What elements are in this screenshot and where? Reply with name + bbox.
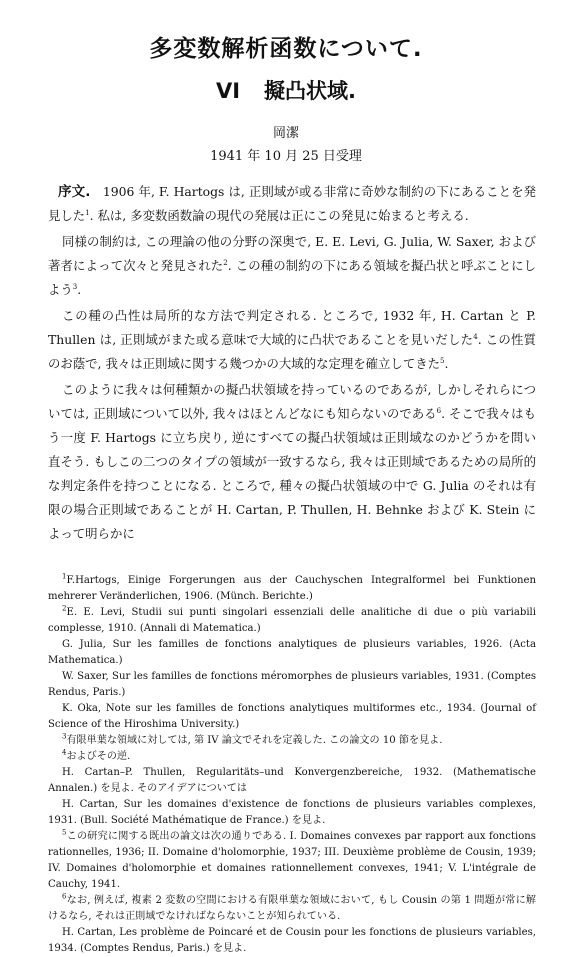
- subtitle-text: 擬凸状域.: [264, 79, 357, 103]
- footnote-mark: 3: [62, 732, 67, 741]
- footnote: [48, 637, 536, 669]
- body-text-run: この種の凸性は局所的な方法で判定される. ところで, 1932 年, H. Cartan と P. Thullen は, 正則域がまた或る意味で大域的に凸状であることを見いだした: [48, 308, 536, 347]
- body-text: [48, 180, 536, 548]
- section-heading: 序文.: [58, 184, 91, 200]
- body-text-run: . この性質のお蔭で, 我々は正則域に関する幾つかの大域的な定理を確立してきた: [48, 332, 536, 371]
- footnote: [48, 701, 536, 733]
- body-text-run: .: [444, 356, 449, 371]
- footnote-ref: 6: [436, 406, 442, 415]
- footnote-ref: 3: [72, 282, 78, 291]
- footnote-text: H. Cartan, Sur les domaines d'existence de fonctions de plusieurs variables complexes, 1931. (Bull. Société Mathématique de France.) を見よ.: [48, 799, 536, 826]
- footnote-text: K. Oka, Note sur les familles de fonctions analytiques multiformes etc., 1934. (Journal of Science of the Hiroshima University.): [48, 703, 536, 730]
- footnote-text: G. Julia, Sur les familles de fonctions analytiques de plusieurs variables, 1926. (Acta Mathematica.): [48, 639, 536, 666]
- footnote-text: F.Hartogs, Einige Forgerungen aus der Cauchyschen Integralformel bei Funktionen mehrerer Veränderlichen, 1906. (Münch. Berichte.): [48, 575, 536, 602]
- author-name: 岡潔: [272, 126, 299, 141]
- footnote-mark: 1: [62, 572, 67, 581]
- received-date: 1941 年 10 月 25 日受理: [210, 149, 362, 164]
- footnote-text: W. Saxer, Sur les familles de fonctions méromorphes de plusieurs variables, 1931. (Comptes Rendus, Paris.): [48, 671, 536, 698]
- body-text-run: . この種の制約の下にある領域を擬凸状と呼ぶことにしよう: [48, 258, 537, 297]
- footnote-mark: 6: [62, 892, 67, 901]
- footnote-text: E. E. Levi, Studii sui punti singolari essenziali delle analitiche di due o più variabili complesse, 1910. (Annali di Matematica.): [48, 607, 536, 634]
- footnote: [48, 925, 536, 957]
- footnotes: [48, 573, 536, 957]
- paper-subtitle: [0, 75, 572, 105]
- body-text-run: . 私は, 多変数函数論の現代の発展は正にこの発見に始まると考える.: [89, 208, 469, 223]
- footnote-ref: 1: [85, 208, 90, 217]
- paper-title: 多変数解析函数について.: [149, 36, 423, 62]
- footnote: [48, 829, 536, 893]
- footnote-ref: 4: [473, 332, 478, 341]
- footnote-text: この研究に関する既出の論文は次の通りである. I. Domaines convexes par rapport aux fonctions rationnelles, 1936; II. Domaine d'holomorphie, 1937; III. Deuxième problème de Cousin, 1939; IV. Domaines d'holomorphie et domaines rationnellement convexes, 1941; V. L'intégrale de Cauchy, 1941.: [48, 831, 536, 890]
- body-paragraph: [48, 378, 536, 546]
- body-paragraph: [48, 304, 536, 376]
- footnote: [48, 733, 536, 749]
- footnote: [48, 669, 536, 701]
- footnote: [48, 605, 536, 637]
- footnote: [48, 765, 536, 797]
- footnote-mark: 4: [62, 748, 67, 757]
- footnote-text: 有限単葉な領域に対しては, 第 IV 論文でそれを定義した. この論文の 10 節を見よ.: [66, 735, 443, 746]
- footnote-ref: 5: [440, 356, 445, 365]
- footnote-text: H. Cartan, Les problème de Poincaré et de Cousin pour les fonctions de plusieurs variables, 1934. (Comptes Rendus, Paris.) を見よ.: [48, 927, 536, 954]
- body-text-run: . そこで我々はもう一度 F. Hartogs に立ち戻り, 逆にすべての擬凸状領域は正則域なのかどうかを問い直そう. もしこの二つのタイプの領域が一致するなら, 我々は正則域であるための局所的な判定条件を持つことになる. ところで, 種々の擬凸状領域の中で G. Julia のそれは有限の場合正則域であることが H. Cartan, P. Thullen, H. Behnke および K. Stein によって明らかに: [48, 406, 536, 541]
- body-text-run: 1906 年, F. Hartogs は, 正則域が或る非常に奇妙な制約の下にあることを発見した: [48, 184, 536, 223]
- footnote: [48, 573, 536, 605]
- body-text-run: .: [77, 282, 82, 297]
- footnote: [48, 893, 536, 925]
- footnote-text: なお, 例えば, 複素 2 変数の空間における有限単葉な領域において, もし Cousin の第 1 問題が常に解けるなら, それは正則域でなければならないことが知られている.: [48, 895, 536, 922]
- footnote: [48, 797, 536, 829]
- footnote-mark: 2: [62, 604, 67, 613]
- footnote-mark: 5: [62, 828, 67, 837]
- footnote-text: H. Cartan–P. Thullen, Regularitäts–und Konvergenzbereiche, 1932. (Mathematische Annalen.) を見よ. そのアイデアについては: [48, 767, 536, 794]
- body-text-run: 同様の制約は, この理論の他の分野の深奥で, E. E. Levi, G. Julia, W. Saxer, および著者によって次々と発見された: [48, 234, 536, 273]
- body-paragraph: [48, 230, 536, 302]
- body-text-run: このように我々は何種類かの擬凸状領域を持っているのであるが, しかしそれらについては, 正則域について以外, 我々はほとんどなにも知らないのである: [48, 382, 536, 421]
- part-number: VI: [215, 79, 241, 103]
- footnote-text: およびその逆.: [66, 751, 131, 762]
- footnote: [48, 749, 536, 765]
- footnote-ref: 2: [223, 258, 228, 267]
- body-paragraph: [48, 180, 536, 228]
